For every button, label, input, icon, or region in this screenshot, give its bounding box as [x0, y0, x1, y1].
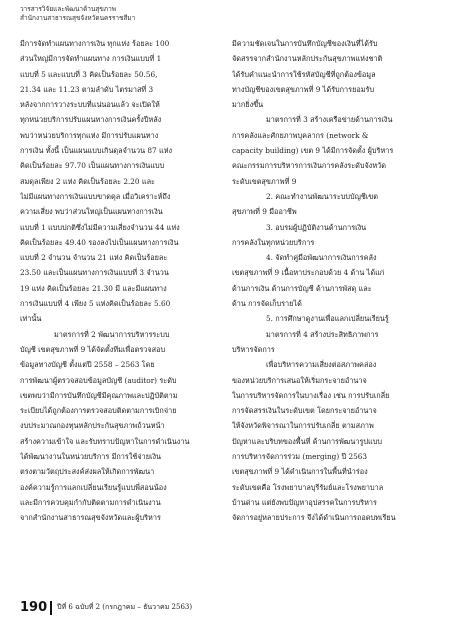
text-line: ได้พัฒนางานในหน่วยบริการ มีการใช้จ่ายเงิน: [20, 452, 162, 462]
text-line: คณะกรรมการบริหารการเงินการคลังระดับจังหวัด: [232, 161, 386, 171]
text-line: เพื่อบริหารความเสี่ยงต่อสภาพคล่อง: [266, 360, 377, 370]
footer-divider: [50, 601, 52, 615]
text-line: องค์ความรู้การแลกเปลี่ยนเรียนรู้แบบพี่สอนน้อง: [20, 482, 167, 492]
left-text-column: [20, 36, 222, 526]
text-line: คิดเป็นร้อยละ 97.70 เป็นแผนทางการเงินแบบ: [20, 161, 165, 171]
right-text-column: [232, 36, 434, 526]
text-line: มาตรการที่ 2 พัฒนาการบริหารระบบ: [54, 329, 170, 339]
text-line: มาตรการที่ 3 สร้างเครือข่ายด้านการเงิน: [266, 115, 393, 125]
text-line: แบบที่ 1 แบบปกติซึ่งไม่มีความเสี่ยงจำนวน 44 แห่ง: [20, 222, 180, 232]
text-line: ระดับเขตคือ โรงพยาบาลบุรีรัมย์และโรงพยาบาล: [232, 482, 384, 492]
text-line: เขตพบว่ามีการบันทึกบัญชีมีคุณภาพและปฏิบัติตาม: [20, 390, 178, 400]
text-line: 5. การศึกษาดูงานเพื่อแลกเปลี่ยนเรียนรู้: [266, 314, 389, 324]
text-line: ปัญหาและบริบทของพื้นที่ ด้านการพัฒนารูปแบบ: [232, 436, 382, 446]
text-line: ได้รับคำแนะนำการใช้รหัสบัญชีที่ถูกต้องข้อมูล: [232, 69, 376, 79]
text-line: เท่านั้น: [20, 314, 42, 324]
journal-header: [20, 5, 320, 23]
text-line: ในการบริหารจัดการในบางเรื่อง เช่น การปรับเกลี่ย: [232, 390, 390, 400]
text-line: ด้าน การจัดเก็บรายได้: [232, 299, 302, 309]
text-line: บริหารจัดการ: [232, 344, 275, 354]
text-line: ของหน่วยบริการเสนอให้เริ่มกระจายอำนาจ: [232, 375, 367, 385]
text-line: การพัฒนาผู้ตรวจสอบข้อมูลบัญชี (auditor) ระดับ: [20, 375, 177, 385]
text-line: มีความชัดเจนในการบันทึกบัญชีของเงินที่ได้รับ: [232, 39, 378, 48]
text-line: ด้านการเงิน ด้านการบัญชี ด้านการพัสดุ และ: [232, 283, 372, 293]
text-line: 4. จัดทำคู่มือพัฒนาการเงินการคลัง: [266, 253, 377, 263]
text-line: เขตสุขภาพที่ 9 ได้ดำเนินการในพื้นที่นำร่อง: [232, 467, 368, 477]
text-line: 23.50 และเป็นแผนทางการเงินแบบที่ 3 จำนวน: [20, 268, 169, 278]
page-footer: [20, 600, 192, 615]
text-line: ระเบียบได้ถูกต้องการตรวจสอบติดตามการเบิกจ่าย: [20, 406, 177, 416]
text-line: การเงิน ทั้งนี้ เป็นแผนแบบเกินดุลจำนวน 87 แห่ง: [20, 146, 173, 156]
text-line: การคลังและศักยภาพบุคลากร (network &: [232, 130, 369, 140]
text-line: จัดสรรจากสำนักงานหลักประกันสุขภาพแห่งชาติ: [232, 54, 383, 64]
text-line: หลังจากการวางระบบที่แน่นอนแล้ว จะเปิดให้: [20, 100, 160, 110]
text-line: ระดับเขตสุขภาพที่ 9: [232, 176, 297, 186]
text-line: ตรงตามวัตถุประสงค์ส่งผลให้เกิดการพัฒนา: [20, 467, 155, 477]
text-line: ความเสี่ยง พบว่าส่วนใหญ่เป็นแผนทางการเงิน: [20, 207, 163, 217]
text-line: มากยิ่งขึ้น: [232, 100, 264, 110]
text-line: 3. อบรมผู้ปฏิบัติงานด้านการเงิน: [266, 222, 367, 232]
text-line: บัญชี เขตสุขภาพที่ 9 ได้จัดตั้งทีมเพื่อตรวจสอบ: [20, 344, 166, 354]
volume-info: ปีที่ 6 ฉบับที่ 2 (กรกฎาคม – ธันวาคม 2563): [57, 603, 193, 611]
text-line: มาตรการที่ 4 สร้างประสิทธิภาพการ: [266, 329, 379, 339]
text-line: จัดการอยู่หลายประการ จึงได้ดำเนินการถอดบทเรียน: [232, 513, 396, 523]
text-line: ทุกหน่วยบริการปรับแผนทางการเงินครั้งปีหลัง: [20, 115, 162, 125]
text-line: การบริหารจัดการร่วม (merging) ปี 2563: [232, 452, 368, 462]
text-line: สร้างความเข้าใจ และรับทราบปัญหาในการดำเนินงาน: [20, 436, 190, 446]
text-line: บ้านด่าน แต่ยังพบปัญหาอุปสรรคในการบริหาร: [232, 497, 377, 507]
text-line: 2. คณะทำงานพัฒนาระบบบัญชีเขต: [266, 191, 379, 201]
text-line: สุขภาพที่ 9 มืออาชีพ: [232, 207, 297, 217]
text-line: สมดุลเพียง 2 แห่ง คิดเป็นร้อยละ 2.20 และ: [20, 176, 155, 186]
text-line: 21.34 และ 11.23 ตามลำดับ ไตรมาสที่ 3: [20, 84, 154, 94]
text-line: การจัดสรรเงินในระดับเขต โดยกระจายอำนาจ: [232, 406, 377, 416]
text-line: คิดเป็นร้อยละ 49.40 รองลงไปเป็นแผนทางการเงิน: [20, 237, 179, 247]
page-number: 190: [20, 600, 48, 615]
text-line: ส่วนใหญ่มีการจัดทำแผนทาง การเงินแบบที่ 1: [20, 54, 162, 64]
text-line: แบบที่ 5 และแบบที่ 3 คิดเป็นร้อยละ 50.56,: [20, 69, 158, 79]
text-line: การคลังในทุกหน่วยบริการ: [232, 237, 315, 247]
journal-publisher: สำนักงานสาธารณสุขจังหวัดนครราชสีมา: [20, 14, 136, 22]
text-line: 19 แห่ง คิดเป็นร้อยละ 21.30 มี และมีแผนทาง: [20, 283, 167, 293]
text-line: การเงินแบบที่ 4 เพียง 5 แห่งคิดเป็นร้อยละ 5.60: [20, 299, 171, 309]
text-line: เขตสุขภาพที่ 9 เนื้อหาประกอบด้วย 4 ด้าน ได้แก่: [232, 268, 385, 278]
journal-title: วารสารวิจัยและพัฒนาด้านสุขภาพ: [20, 5, 117, 13]
text-line: งบประมาณกองทุนหลักประกันสุขภาพถ้วนหน้า: [20, 421, 165, 431]
text-line: ให้จังหวัดพิจารณาในการปรับเกลี่ย ตามสภาพ: [232, 421, 374, 431]
text-line: แบบที่ 2 จำนวน จำนวน 21 แห่ง คิดเป็นร้อยละ: [20, 253, 168, 263]
text-line: มีการจัดทำแผนทางการเงิน ทุกแห่ง ร้อยละ 100: [20, 39, 170, 48]
text-line: จากสำนักงานสาธารณสุขจังหวัดและผู้บริหาร: [20, 513, 161, 523]
text-line: ทางบัญชีของเขตสุขภาพที่ 9 ได้รับการยอมรับ: [232, 84, 375, 94]
text-line: ข้อมูลทางบัญชี ตั้งแต่ปี 2558 – 2563 โดย: [20, 360, 155, 370]
text-line: พบว่าหน่วยบริการทุกแห่ง มีการปรับแผนทาง: [20, 130, 159, 140]
text-line: และมีการควบคุมกำกับติดตามการดำเนินงาน: [20, 497, 161, 507]
text-line: ไม่มีแผนทางการเงินแบบขาดดุล เมื่อวิเคราะห์ถึง: [20, 191, 171, 201]
text-line: capacity building) เขต 9 ได้มีการจัดตั้ง ผู้บริหาร: [232, 146, 394, 156]
